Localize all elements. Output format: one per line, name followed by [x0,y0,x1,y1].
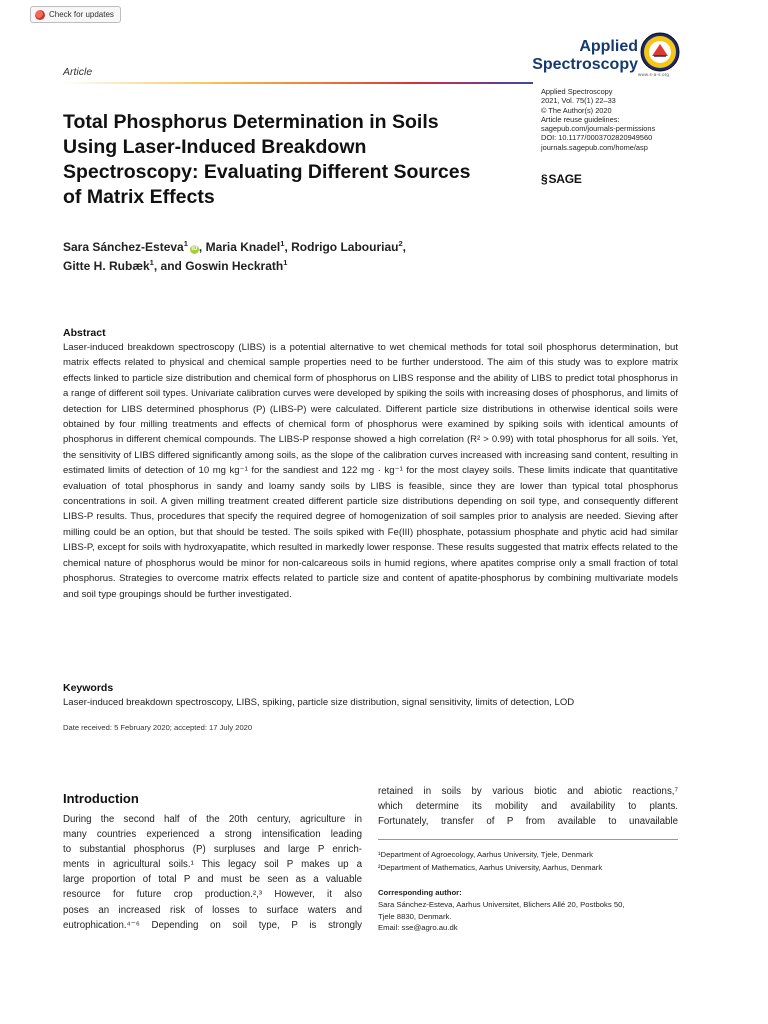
author-affiliation: 1 [283,258,288,267]
keywords-text: Laser-induced breakdown spectroscopy, LIBS, spiking, particle size distribution, signal sensitivity, limits of detection, LOD [63,697,575,708]
body-line: Fortunately, transfer of P from available to unavailable [378,816,678,828]
introduction-column-left [63,812,362,933]
introduction-column-right [378,784,678,829]
body-line: ments in agricultural soils.¹ This legacy soil P makes up a [63,859,362,871]
journal-info-line: Applied Spectroscopy [541,87,613,96]
body-line: to substantial phosphorus (P) surpluses and large P enrich- [63,844,362,856]
author-list: Sara Sánchez-Esteva$^1$iD , Maria Knadel$^1$, Rodrigo Labouriau$^2$, Gitte H. Rubæk$^1$, and Goswin Heckrath$^1$ [63,239,406,273]
body-line: which determine its mobility and availability to plants. [378,801,678,813]
corresponding-email[interactable]: Email: sse@agro.au.dk [378,923,458,933]
corresponding-heading: Corresponding author: [378,888,462,897]
affiliation-line: ²Department of Mathematics, Aarhus University, Aarhus, Denmark [378,862,603,872]
journal-info-line: Article reuse guidelines: [541,114,620,124]
sage-swirl-icon: § [541,172,548,186]
journal-logo [518,38,638,74]
body-line: During the second half of the 20th century, agriculture in [63,814,362,825]
received-accepted-dates: Date received: 5 February 2020; accepted: 17 July 2020 [63,723,253,732]
author-affiliation: 2 [398,239,403,248]
journal-name-line1: Applied [579,38,638,55]
abstract-heading: Abstract [63,327,106,339]
footnote-divider [378,839,678,840]
check-updates-icon [35,10,45,20]
author-name[interactable]: Maria Knadel [205,240,281,254]
corresponding-line: Tjele 8830, Denmark. [378,911,452,921]
journal-home-link[interactable]: journals.sagepub.com/home/asp [541,142,648,152]
author-connector: and [160,259,182,273]
publisher-logo [541,172,582,186]
body-line: resource for future crop production.²,³ However, it also [63,889,362,901]
introduction-heading: Introduction [63,791,139,806]
orcid-icon[interactable]: iD [191,246,198,252]
permissions-link[interactable]: sagepub.com/journals-permissions [541,124,656,134]
author-name[interactable]: Gitte H. Rubæk [63,259,150,273]
journal-name-line2: Spectroscopy [532,56,638,73]
keywords-heading: Keywords [63,682,114,694]
body-line: poses an increased risk of losses to surface waters and [63,904,362,916]
journal-info-block [541,87,655,152]
article-type-label: Article [63,66,93,78]
journal-info-line: 2021, Vol. 75(1) 22–33 [541,96,616,106]
affiliations-block [378,849,602,874]
corresponding-author-block [378,887,678,934]
affiliation-line: ¹Department of Agroecology, Aarhus University, Tjele, Denmark [378,850,593,859]
society-url: www.s-a-s.org [638,72,670,77]
body-line: large proportion of total P and must be seen as a valuable [63,874,362,886]
author-affiliation: 1 [280,239,285,248]
journal-info-line: © The Author(s) 2020 [541,105,612,115]
check-updates-label: Check for updates [49,10,114,19]
header-rainbow-rule [63,82,533,84]
body-line: retained in soils by various biotic and abiotic reactions,⁷ [378,786,678,797]
abstract-text: Laser-induced breakdown spectroscopy (LIBS) is a potential alternative to wet chemical methods for total soil phosphorus determination, but matrix effects related to physical and chemical sample properties need to be further understood. The aim of this study was to explore matrix effects linked to particle size distribution and chemical form of phosphorus on LIBS response and the ability of LIBS to predict total phosphorus in a range of different soil types. Univariate calibration curves were developed by spiking the soils with increasing doses of phosphorus, and limits of detection for LIBS determined phosphorus (P) (LIBS-P) were calculated. Different particle size distributions in otherwise identical soils were obtained by four milling treatments and effects of chemical form of phosphorus were examined by spiking soils with identical amounts of phosphorus in different chemical compounds. The LIBS-P response showed a high correlation (R² > 0.99) with total phosphorus for all soils. Yet, the sensitivity of LIBS differed significantly among soils, as the slope of the calibration curves increased with increasing sand content, resulting in estimated limits of detection of 10 mg kg⁻¹ for the sandiest and 122 mg · kg⁻¹ for the most clayey soils. These limits indicate that quantitative evaluation of total phosphorus in sandy and loamy sandy soils by LIBS is feasible, since they are lower than typical total phosphorus concentrations in soil. A given milling treatment created different particle size distributions depending on soil type, and consequently different LIBS-P results. Thus, procedures that specify the required degree of homogenization of soil samples prior to analysis are needed. Sieving after milling could be an option, but that should be tested. The soils spiked with Fe(III) phosphate, potassium phosphate and phytic acid had similar LIBS-P, except for soils with hydroxyapatite, which resulted in markedly lower response. These results suggested that matrix effects related to the chemical nature of phosphorus would be minor for non-calcareous soils in humid regions, where apatites comprise only a small fraction of total phosphorus. Strategies to overcome matrix effects related to particle size and content of apatite-phosphorus by combining multivariate models and soil type groupings should be further investigated. [63,342,678,600]
body-line: eutrophication.⁴⁻⁶ Depending on soil type, P is strongly [63,919,362,931]
corresponding-line: Sara Sánchez-Esteva, Aarhus Universitet, Blichers Allé 20, Postboks 50, [378,899,625,909]
society-seal-icon [640,32,680,72]
author-name[interactable]: Goswin Heckrath [185,259,284,273]
author-affiliation: 1 [183,239,188,248]
author-name[interactable]: Rodrigo Labouriau [291,240,399,254]
author-name[interactable]: Sara Sánchez-Esteva [63,240,184,254]
publisher-name: SAGE [548,172,582,186]
article-title: Total Phosphorus Determination in Soils Using Laser-Induced Breakdown Spectroscopy: Evaluating Different Sources of Matrix Effects [63,111,471,208]
author-affiliation: 1 [149,258,154,267]
check-for-updates-button[interactable] [30,6,121,23]
doi-link[interactable]: DOI: 10.1177/0003702820949560 [541,133,653,143]
body-line: many countries experienced a strong intensification leading [63,829,362,841]
